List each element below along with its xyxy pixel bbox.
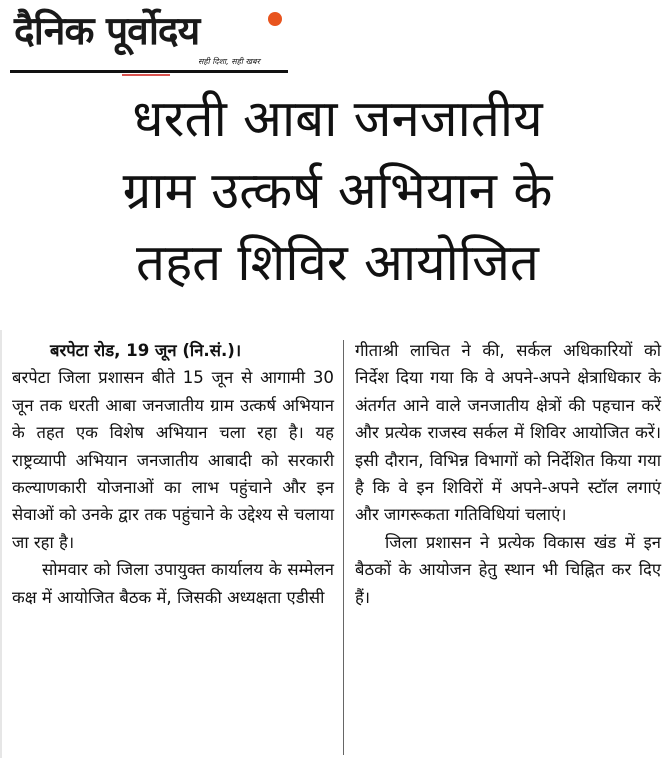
article-headline	[20, 84, 655, 300]
column-divider	[343, 340, 344, 755]
article-paragraph-2: सोमवार को जिला उपायुक्त कार्यालय के सम्मेलन कक्ष में आयोजित बैठक में, जिसकी अध्यक्षता एडीसी	[12, 560, 334, 607]
headline-line-3: तहत शिविर आयोजित	[136, 234, 539, 293]
masthead-accent-rule	[122, 74, 170, 76]
logo-accent-dot-icon	[268, 12, 282, 26]
masthead-tagline: सही दिशा, सही खबर	[198, 57, 260, 66]
article-column-right	[355, 337, 661, 611]
article-column-left	[12, 337, 334, 611]
article-dateline: बरपेटा रोड, 19 जून (नि.सं.)।	[50, 341, 242, 360]
page-edge-shadow	[0, 330, 2, 758]
article-paragraph-3: गीताश्री लाचित ने की, सर्कल अधिकारियों को निर्देश दिया गया कि वे अपने-अपने क्षेत्राधिकार के अंतर्गत आने वाले जनजातीय क्षेत्रों की पहचान करें और प्रत्येक राजस्व सर्कल में शिविर आयोजित करें। इसी दौरान, विभिन्न विभागों को निर्देशित किया गया है कि वे इन शिविरों में अपने-अपने स्टॉल लगाएं और जागरूकता गतिविधियां चलाएं।	[355, 341, 661, 525]
newspaper-logo: दैनिक पूर्वोदय	[14, 9, 200, 54]
article-paragraph-1: बरपेटा जिला प्रशासन बीते 15 जून से आगामी 30 जून तक धरती आबा जनजातीय ग्राम उत्कर्ष अभियान के तहत एक विशेष अभियान चला रहा है। यह राष्ट्रव्यापी अभियान जनजातीय आबादी को सरकारी कल्याणकारी योजनाओं का लाभ पहुंचाने और इन सेवाओं को उनके द्वार तक पहुंचाने के उद्देश्य से चलाया जा रहा है।	[12, 368, 334, 552]
headline-line-1: धरती आबा जनजातीय	[132, 90, 543, 149]
article-paragraph-4: जिला प्रशासन ने प्रत्येक विकास खंड में इन बैठकों के आयोजन हेतु स्थान भी चिह्नित कर दिए हैं।	[355, 532, 661, 607]
masthead-rule	[10, 70, 288, 73]
masthead	[10, 4, 288, 74]
headline-line-2: ग्राम उत्कर्ष अभियान के	[122, 162, 553, 221]
